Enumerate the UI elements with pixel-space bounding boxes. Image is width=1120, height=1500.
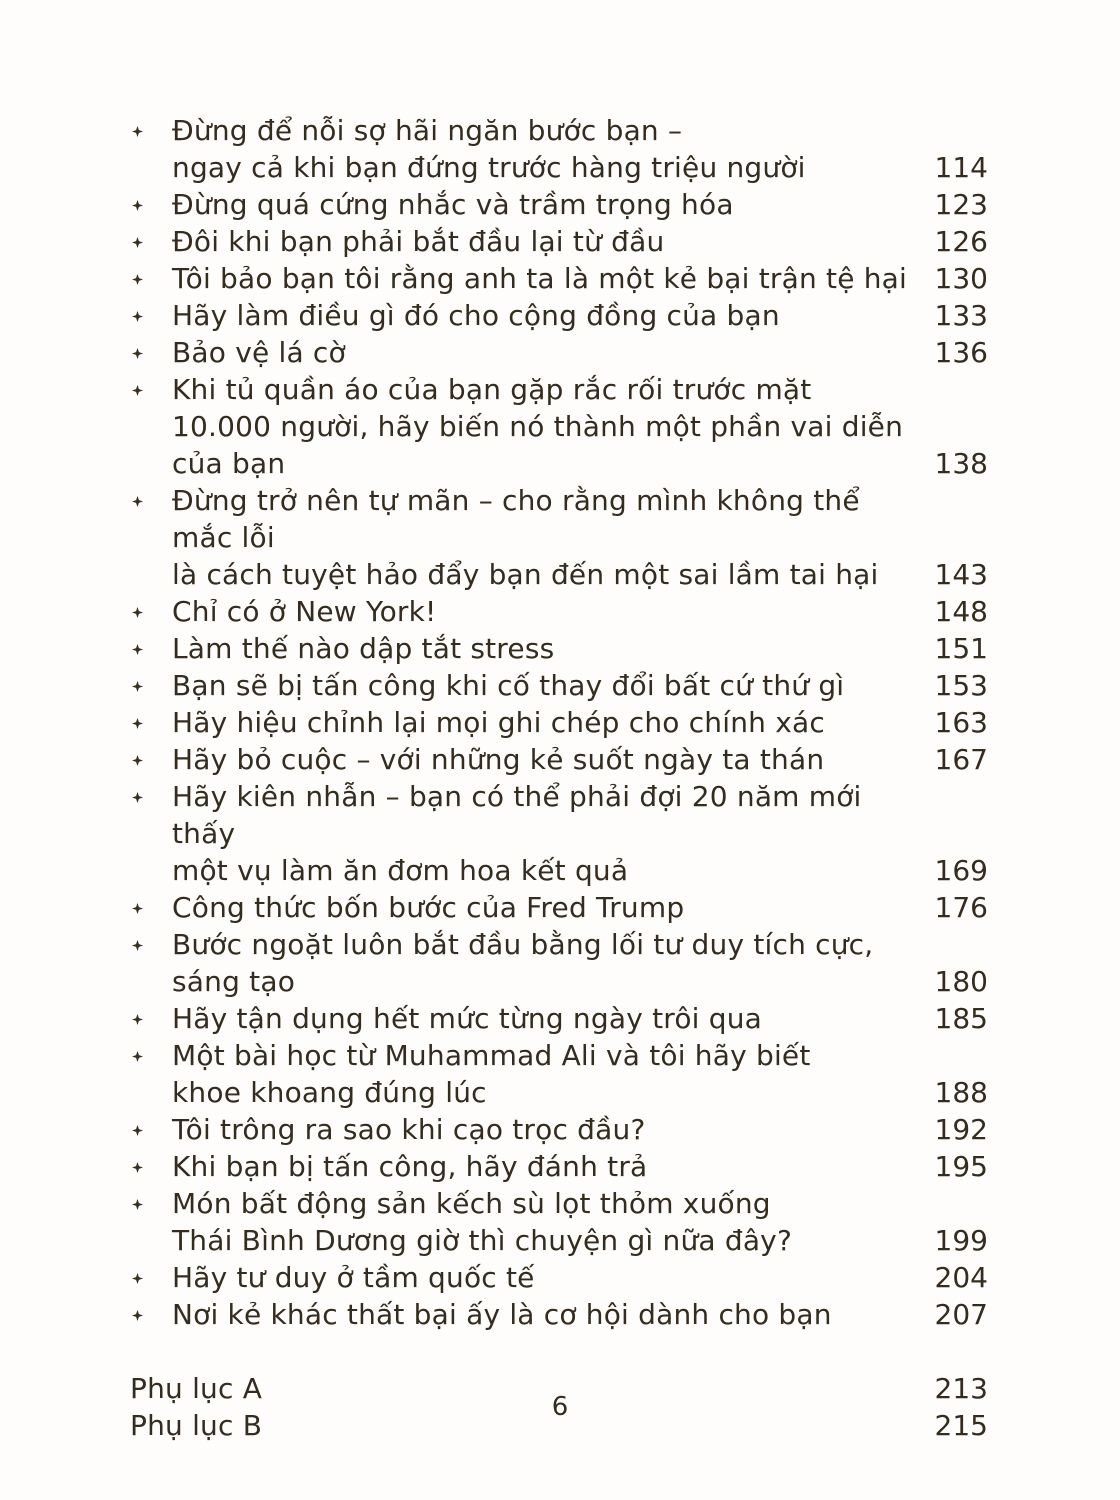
bullet-column [128, 186, 172, 211]
toc-item-line: một vụ làm ăn đơm hoa kết quả [172, 854, 629, 887]
toc-item-line: Khi bạn bị tấn công, hãy đánh trả [172, 1150, 648, 1183]
bullet-column [128, 1259, 172, 1284]
toc-item [128, 1037, 988, 1111]
toc-item-title [172, 1185, 908, 1259]
toc-item-line: ngay cả khi bạn đứng trước hàng triệu người [172, 151, 806, 184]
toc-item-line: Làm thế nào dập tắt stress [172, 632, 555, 665]
toc-item-page: 151 [934, 632, 988, 665]
bullet-diamond-icon [132, 940, 143, 951]
toc-item-line: Đừng để nỗi sợ hãi ngăn bước bạn – [172, 114, 683, 147]
toc-item [128, 667, 988, 704]
toc-item [128, 482, 988, 593]
toc-item-page: 123 [934, 188, 988, 221]
toc-item [128, 1259, 988, 1296]
bullet-diamond-icon [132, 1051, 143, 1062]
toc-item-title [172, 371, 908, 482]
bullet-diamond-icon [132, 1310, 143, 1321]
toc-item-line: Hãy bỏ cuộc – với những kẻ suốt ngày ta thán [172, 743, 825, 776]
bullet-diamond-icon [132, 1162, 143, 1173]
toc-item-page: 195 [934, 1150, 988, 1183]
toc-item-title [172, 741, 908, 778]
toc-item [128, 1185, 988, 1259]
bullet-column [128, 1296, 172, 1321]
toc-item [128, 741, 988, 778]
toc-item [128, 223, 988, 260]
toc-item [128, 334, 988, 371]
toc-item-title [172, 1037, 908, 1111]
toc-item-line: 10.000 người, hãy biến nó thành một phần vai diễn [172, 410, 904, 443]
bullet-diamond-icon [132, 903, 143, 914]
bullet-diamond-icon [132, 792, 143, 803]
bullet-column [128, 112, 172, 137]
toc-item-page: 143 [934, 558, 988, 591]
toc-item [128, 371, 988, 482]
appendix-page: 213 [934, 1372, 988, 1405]
toc-item-title [172, 186, 908, 223]
toc-item-title [172, 1259, 908, 1296]
toc-item [128, 778, 988, 889]
bullet-column [128, 297, 172, 322]
toc-item-line: Tôi bảo bạn tôi rằng anh ta là một kẻ bại trận tệ hại [172, 262, 908, 295]
bullet-diamond-icon [132, 385, 143, 396]
toc-item-line: Hãy làm điều gì đó cho cộng đồng của bạn [172, 299, 780, 332]
toc-item [128, 112, 988, 186]
bullet-diamond-icon [132, 200, 143, 211]
bullet-column [128, 778, 172, 803]
toc-item [128, 1111, 988, 1148]
toc-item-line: Bạn sẽ bị tấn công khi cố thay đổi bất cứ thứ gì [172, 669, 845, 702]
toc-item-page: 188 [934, 1076, 988, 1109]
toc-item-page: 148 [934, 595, 988, 628]
toc-item-page: 185 [934, 1002, 988, 1035]
toc-item-line: là cách tuyệt hảo đẩy bạn đến một sai lầm tai hại [172, 558, 879, 591]
toc-item-line: Một bài học từ Muhammad Ali và tôi hãy biết [172, 1039, 811, 1072]
toc-item-line: Hãy hiệu chỉnh lại mọi ghi chép cho chính xác [172, 706, 825, 739]
toc-item-title [172, 482, 908, 593]
toc-item-line: Bảo vệ lá cờ [172, 336, 346, 369]
bullet-diamond-icon [132, 237, 143, 248]
bullet-column [128, 889, 172, 914]
toc-item-line: Đôi khi bạn phải bắt đầu lại từ đầu [172, 225, 665, 258]
bullet-diamond-icon [132, 681, 143, 692]
bullet-column [128, 1000, 172, 1025]
toc-item-title [172, 112, 908, 186]
toc-list [128, 112, 988, 1333]
toc-item-page: 199 [934, 1224, 988, 1257]
toc-item-page: 207 [934, 1298, 988, 1331]
toc-item-line: Nơi kẻ khác thất bại ấy là cơ hội dành cho bạn [172, 1298, 832, 1331]
toc-item [128, 186, 988, 223]
page-number: 6 [551, 1392, 569, 1422]
bullet-diamond-icon [132, 274, 143, 285]
toc-item-line: Hãy kiên nhẫn – bạn có thể phải đợi 20 năm mới thấy [172, 780, 862, 850]
bullet-diamond-icon [132, 644, 143, 655]
bullet-column [128, 704, 172, 729]
toc-item [128, 260, 988, 297]
bullet-diamond-icon [132, 496, 143, 507]
toc-item-title [172, 667, 908, 704]
toc-item-line: Hãy tận dụng hết mức từng ngày trôi qua [172, 1002, 763, 1035]
toc-item-page: 204 [934, 1261, 988, 1294]
toc-item-page: 180 [934, 965, 988, 998]
toc-item-title [172, 297, 908, 334]
bullet-column [128, 1148, 172, 1173]
toc-item-title [172, 1296, 908, 1333]
bullet-column [128, 260, 172, 285]
toc-item [128, 593, 988, 630]
toc-item-title [172, 704, 908, 741]
bullet-column [128, 926, 172, 951]
toc-item-title [172, 1148, 908, 1185]
bullet-diamond-icon [132, 607, 143, 618]
bullet-diamond-icon [132, 1125, 143, 1136]
toc-item-title [172, 593, 908, 630]
toc-item-line: Đừng quá cứng nhắc và trầm trọng hóa [172, 188, 734, 221]
toc-item-page: 133 [934, 299, 988, 332]
toc-item-title [172, 926, 908, 1000]
toc-item-line: Tôi trông ra sao khi cạo trọc đầu? [172, 1113, 646, 1146]
bullet-column [128, 741, 172, 766]
bullet-column [128, 593, 172, 618]
toc-item-line: của bạn [172, 447, 286, 480]
toc-item-page: 163 [934, 706, 988, 739]
toc-item-title [172, 1111, 908, 1148]
toc-item [128, 926, 988, 1000]
appendix-label: Phụ lục A [130, 1372, 263, 1405]
appendix-label: Phụ lục B [130, 1409, 263, 1442]
bullet-column [128, 482, 172, 507]
toc-item-line: Khi tủ quần áo của bạn gặp rắc rối trước mặt [172, 373, 812, 406]
toc-item-page: 126 [934, 225, 988, 258]
bullet-diamond-icon [132, 1199, 143, 1210]
toc-item [128, 889, 988, 926]
toc-item-line: Hãy tư duy ở tầm quốc tế [172, 1261, 535, 1294]
toc-item-page: 176 [934, 891, 988, 924]
toc-item-title [172, 334, 908, 371]
toc-item-line: Món bất động sản kếch sù lọt thỏm xuống [172, 1187, 771, 1220]
appendix-page: 215 [934, 1409, 988, 1442]
toc-item-page: 167 [934, 743, 988, 776]
bullet-column [128, 667, 172, 692]
bullet-column [128, 630, 172, 655]
bullet-diamond-icon [132, 311, 143, 322]
toc-item-page: 169 [934, 854, 988, 887]
toc-item-line: Chỉ có ở New York! [172, 595, 437, 628]
bullet-column [128, 1111, 172, 1136]
toc-item-title [172, 1000, 908, 1037]
toc-item [128, 297, 988, 334]
bullet-diamond-icon [132, 718, 143, 729]
toc-item-title [172, 260, 908, 297]
toc-item [128, 1000, 988, 1037]
toc-item-line: sáng tạo [172, 965, 296, 998]
toc-item-line: Công thức bốn bước của Fred Trump [172, 891, 685, 924]
bullet-column [128, 1037, 172, 1062]
toc-item-page: 130 [934, 262, 988, 295]
toc-item-page: 192 [934, 1113, 988, 1146]
bullet-diamond-icon [132, 348, 143, 359]
bullet-column [128, 334, 172, 359]
bullet-diamond-icon [132, 1014, 143, 1025]
toc-item-title [172, 778, 908, 889]
toc-item [128, 1296, 988, 1333]
toc-item [128, 1148, 988, 1185]
bullet-diamond-icon [132, 126, 143, 137]
bullet-diamond-icon [132, 1273, 143, 1284]
bullet-column [128, 223, 172, 248]
toc-item-line: Thái Bình Dương giờ thì chuyện gì nữa đây? [172, 1224, 793, 1257]
bullet-column [128, 1185, 172, 1210]
toc-item-title [172, 223, 908, 260]
toc-item-line: khoe khoang đúng lúc [172, 1076, 487, 1109]
toc-item-page: 138 [934, 447, 988, 480]
toc-item [128, 630, 988, 667]
toc-item-title [172, 889, 908, 926]
bullet-diamond-icon [132, 755, 143, 766]
toc-item-line: Đừng trở nên tự mãn – cho rằng mình không thể mắc lỗi [172, 484, 860, 554]
toc-item [128, 704, 988, 741]
toc-item-title [172, 630, 908, 667]
toc-item-line: Bước ngoặt luôn bắt đầu bằng lối tư duy tích cực, [172, 928, 874, 961]
toc-item-page: 153 [934, 669, 988, 702]
toc-item-page: 136 [934, 336, 988, 369]
bullet-column [128, 371, 172, 396]
toc-item-page: 114 [934, 151, 988, 184]
